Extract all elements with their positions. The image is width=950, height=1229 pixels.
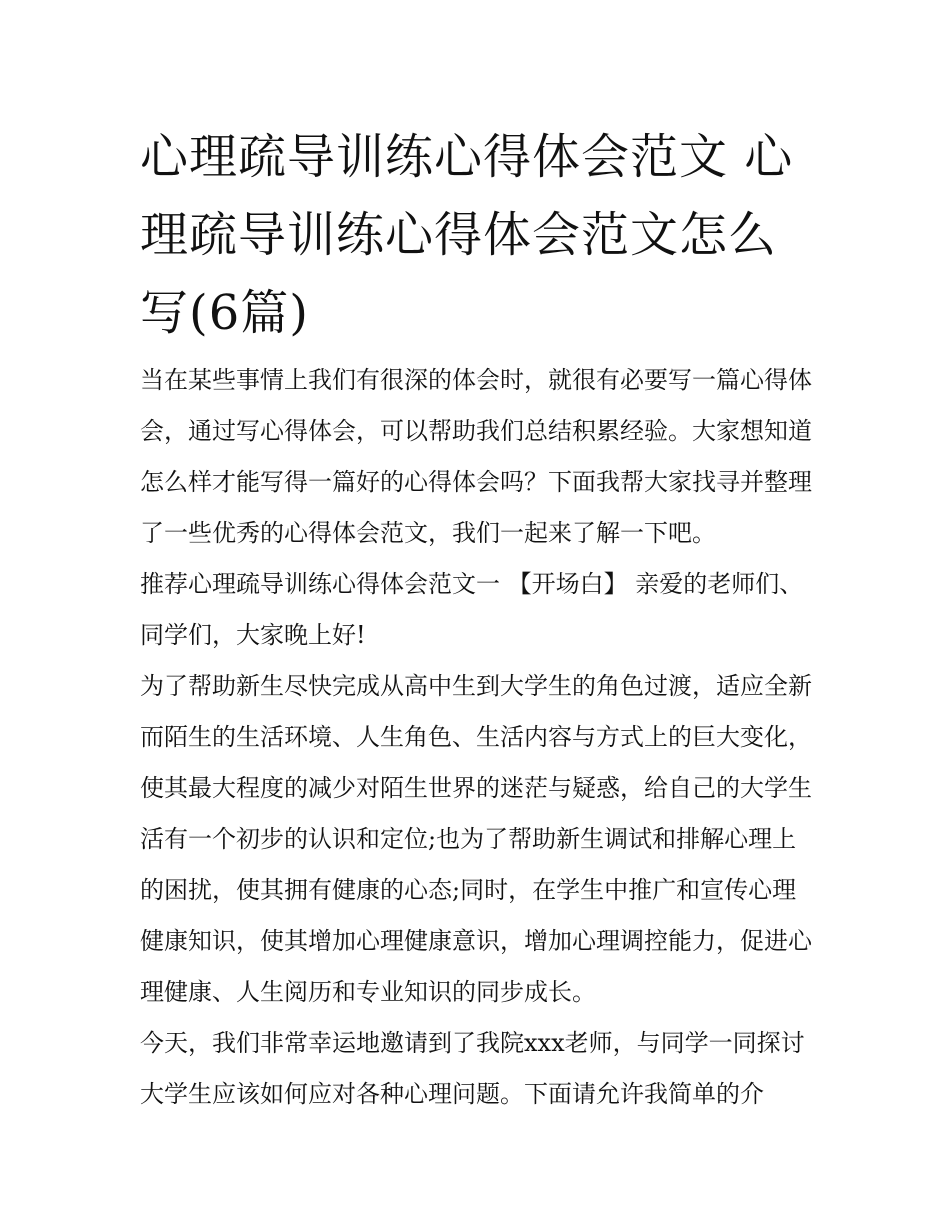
document-title: 心理疏导训练心得体会范文 心理疏导训练心得体会范文怎么写(6篇) bbox=[140, 129, 794, 341]
document-body bbox=[140, 355, 816, 1120]
paragraph-opening: 推荐心理疏导训练心得体会范文一 【开场白】 亲爱的老师们、同学们，大家晚上好! bbox=[140, 570, 804, 649]
paragraph-guest: 今天，我们非常幸运地邀请到了我院xxx老师，与同学一同探讨大学生应该如何应对各种心理问题。下面请允许我简单的介 bbox=[140, 1029, 805, 1108]
paragraph-intro: 当在某些事情上我们有很深的体会时，就很有必要写一篇心得体会，通过写心得体会，可以帮助我们总结积累经验。大家想知道怎么样才能写得一篇好的心得体会吗？下面我帮大家找寻并整理了一些优秀的心得体会范文，我们一起来了解一下吧。 bbox=[140, 366, 812, 547]
paragraph-purpose: 为了帮助新生尽快完成从高中生到大学生的角色过渡，适应全新而陌生的生活环境、人生角色、生活内容与方式上的巨大变化，使其最大程度的减少对陌生世界的迷茫与疑惑，给自己的大学生活有一个初步的认识和定位;也为了帮助新生调试和排解心理上的困扰，使其拥有健康的心态;同时，在学生中推广和宣传心理健康知识，使其增加心理健康意识，增加心理调控能力，促进心理健康、人生阅历和专业知识的同步成长。 bbox=[140, 672, 812, 1006]
